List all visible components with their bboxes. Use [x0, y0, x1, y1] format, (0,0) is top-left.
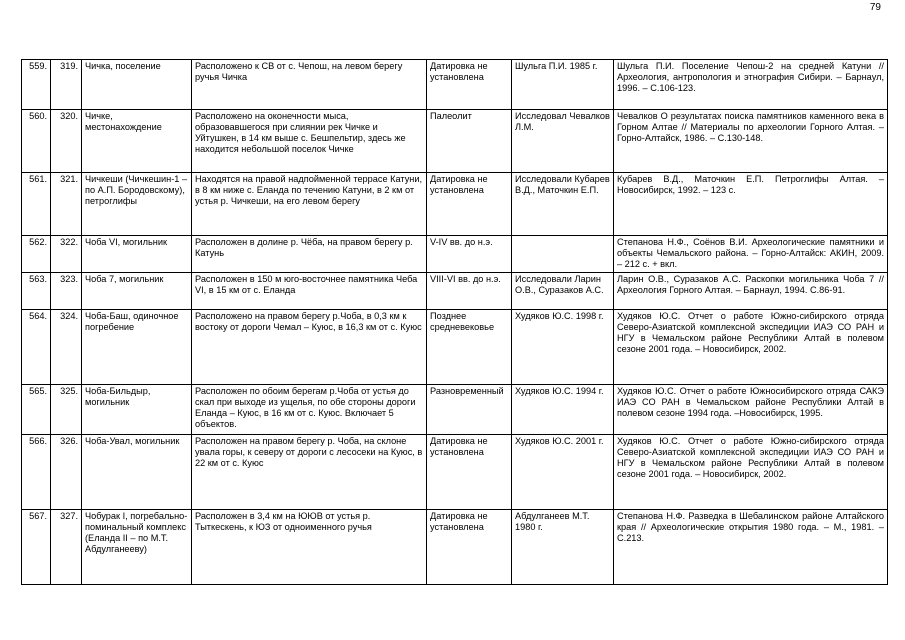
sub-number-cell: 326.: [51, 435, 82, 510]
table-row: [22, 60, 888, 110]
page-number: 79: [869, 2, 881, 13]
literature-cell: Худяков Ю.С. Отчет о работе Южносибирского отряда САКЭ ИАЭ СО РАН в Чемальском районе Республики Алтай в полевом сезоне 1994 года. –Новосибирск, 1995.: [614, 385, 888, 435]
monument-name-cell: Чобурак I, погребально-поминальный комплекс (Еланда II – по М.Т. Абдулганееву): [82, 510, 192, 585]
table-row: [22, 510, 888, 585]
table-row: [22, 173, 888, 236]
dating-cell: Датировка не установлена: [427, 510, 512, 585]
monuments-table: [21, 59, 888, 585]
researcher-cell: [512, 236, 614, 273]
row-number-cell: 560.: [22, 110, 51, 173]
location-cell: Находятся на правой надпойменной террасе Катуни, в 8 км ниже с. Еланда по течению Катуни, в 2 км от устья р. Чичкеши, на его левом берегу: [192, 173, 427, 236]
monument-name-cell: Чоба-Увал, могильник: [82, 435, 192, 510]
researcher-cell: Худяков Ю.С. 2001 г.: [512, 435, 614, 510]
table-row: [22, 273, 888, 310]
location-cell: Расположен по обоим берегам р.Чоба от устья до скал при выходе из ущелья, по обе стороны дороги Еланда – Куюс, в 16 км от с. Куюс. Включает 5 объектов.: [192, 385, 427, 435]
row-number-cell: 561.: [22, 173, 51, 236]
literature-cell: Степанова Н.Ф. Разведка в Шебалинском районе Алтайского края // Археологические открытия 1980 года. – М., 1981. – С.213.: [614, 510, 888, 585]
monument-name-cell: Чичка, поселение: [82, 60, 192, 110]
researcher-cell: Исследовал Чевалков Л.М.: [512, 110, 614, 173]
sub-number-cell: 320.: [51, 110, 82, 173]
location-cell: Расположен в долине р. Чёба, на правом берегу р. Катунь: [192, 236, 427, 273]
row-number-cell: 563.: [22, 273, 51, 310]
row-number-cell: 559.: [22, 60, 51, 110]
researcher-cell: Шульга П.И. 1985 г.: [512, 60, 614, 110]
row-number-cell: 562.: [22, 236, 51, 273]
location-cell: Расположено на правом берегу р.Чоба, в 0,3 км к востоку от дороги Чемал – Куюс, в 16,3 км от с. Куюс: [192, 310, 427, 385]
sub-number-cell: 321.: [51, 173, 82, 236]
literature-cell: Шульга П.И. Поселение Чепош-2 на средней Катуни // Археология, антропология и этнография Сибири. – Барнаул, 1996. – С.106-123.: [614, 60, 888, 110]
researcher-cell: Худяков Ю.С. 1998 г.: [512, 310, 614, 385]
sub-number-cell: 323.: [51, 273, 82, 310]
dating-cell: VIII-VI вв. до н.э.: [427, 273, 512, 310]
literature-cell: Степанова Н.Ф., Соёнов В.И. Археологические памятники и объекты Чемальского района. – Горно-Алтайск: АКИН, 2009. – 212 с. + вкл.: [614, 236, 888, 273]
monument-name-cell: Чоба-Бильдыр, могильник: [82, 385, 192, 435]
monument-name-cell: Чоба-Баш, одиночное погребение: [82, 310, 192, 385]
monument-name-cell: Чоба 7, могильник: [82, 273, 192, 310]
table-row: [22, 310, 888, 385]
researcher-cell: Исследовали Ларин О.В., Суразаков А.С.: [512, 273, 614, 310]
monument-name-cell: Чичкеши (Чичкешин-1 – по А.П. Бородовскому), петроглифы: [82, 173, 192, 236]
row-number-cell: 567.: [22, 510, 51, 585]
table-body: [22, 60, 888, 585]
location-cell: Расположен на правом берегу р. Чоба, на склоне увала горы, к северу от дороги с лесосеки на Куюс, в 22 км от с. Куюс: [192, 435, 427, 510]
literature-cell: Кубарев В.Д., Маточкин Е.П. Петроглифы Алтая. –Новосибирск, 1992. – 123 с.: [614, 173, 888, 236]
dating-cell: V-IV вв. до н.э.: [427, 236, 512, 273]
researcher-cell: Худяков Ю.С. 1994 г.: [512, 385, 614, 435]
location-cell: Расположено к СВ от с. Чепош, на левом берегу ручья Чичка: [192, 60, 427, 110]
researcher-cell: Исследовали Кубарев В.Д., Маточкин Е.П.: [512, 173, 614, 236]
row-number-cell: 565.: [22, 385, 51, 435]
dating-cell: Разновременный: [427, 385, 512, 435]
monument-name-cell: Чичке, местонахождение: [82, 110, 192, 173]
sub-number-cell: 322.: [51, 236, 82, 273]
dating-cell: Датировка не установлена: [427, 435, 512, 510]
dating-cell: Позднее средневековье: [427, 310, 512, 385]
sub-number-cell: 327.: [51, 510, 82, 585]
literature-cell: Худяков Ю.С. Отчет о работе Южно-сибирского отряда Северо-Азиатской комплексной экспедиции ИАЭ СО РАН и НГУ в Чемальском районе Республики Алтай в полевом сезоне 2001 года. – Новосибирск, 2002.: [614, 310, 888, 385]
sub-number-cell: 325.: [51, 385, 82, 435]
researcher-cell: Абдулганеев М.Т. 1980 г.: [512, 510, 614, 585]
table-row: [22, 110, 888, 173]
dating-cell: Датировка не установлена: [427, 173, 512, 236]
literature-cell: Худяков Ю.С. Отчет о работе Южно-сибирского отряда Северо-Азиатской комплексной экспедиции ИАЭ СО РАН и НГУ в Чемальском районе Республики Алтай в полевом сезоне 2001 года. – Новосибирск, 2002.: [614, 435, 888, 510]
sub-number-cell: 319.: [51, 60, 82, 110]
monument-name-cell: Чоба VI, могильник: [82, 236, 192, 273]
location-cell: Расположен в 3,4 км на ЮЮВ от устья р. Тыткескень, к ЮЗ от одноименного ручья: [192, 510, 427, 585]
dating-cell: Датировка не установлена: [427, 60, 512, 110]
table-row: [22, 385, 888, 435]
location-cell: Расположен в 150 м юго-восточнее памятника Чеба VI, в 15 км от с. Еланда: [192, 273, 427, 310]
dating-cell: Палеолит: [427, 110, 512, 173]
row-number-cell: 564.: [22, 310, 51, 385]
table-row: [22, 236, 888, 273]
literature-cell: Ларин О.В., Суразаков А.С. Раскопки могильника Чоба 7 // Археология Горного Алтая. – Барнаул, 1994. С.86-91.: [614, 273, 888, 310]
location-cell: Расположено на оконечности мыса, образовавшегося при слиянии рек Чичке и Уйтушкен, в 14 км выше с. Бешпельтир, здесь же находится небольшой поселок Чичке: [192, 110, 427, 173]
table-row: [22, 435, 888, 510]
sub-number-cell: 324.: [51, 310, 82, 385]
row-number-cell: 566.: [22, 435, 51, 510]
literature-cell: Чевалков О результатах поиска памятников каменного века в Горном Алтае // Материалы по археологии Горного Алтая. – Горно-Алтайск, 1986. – С.130-148.: [614, 110, 888, 173]
